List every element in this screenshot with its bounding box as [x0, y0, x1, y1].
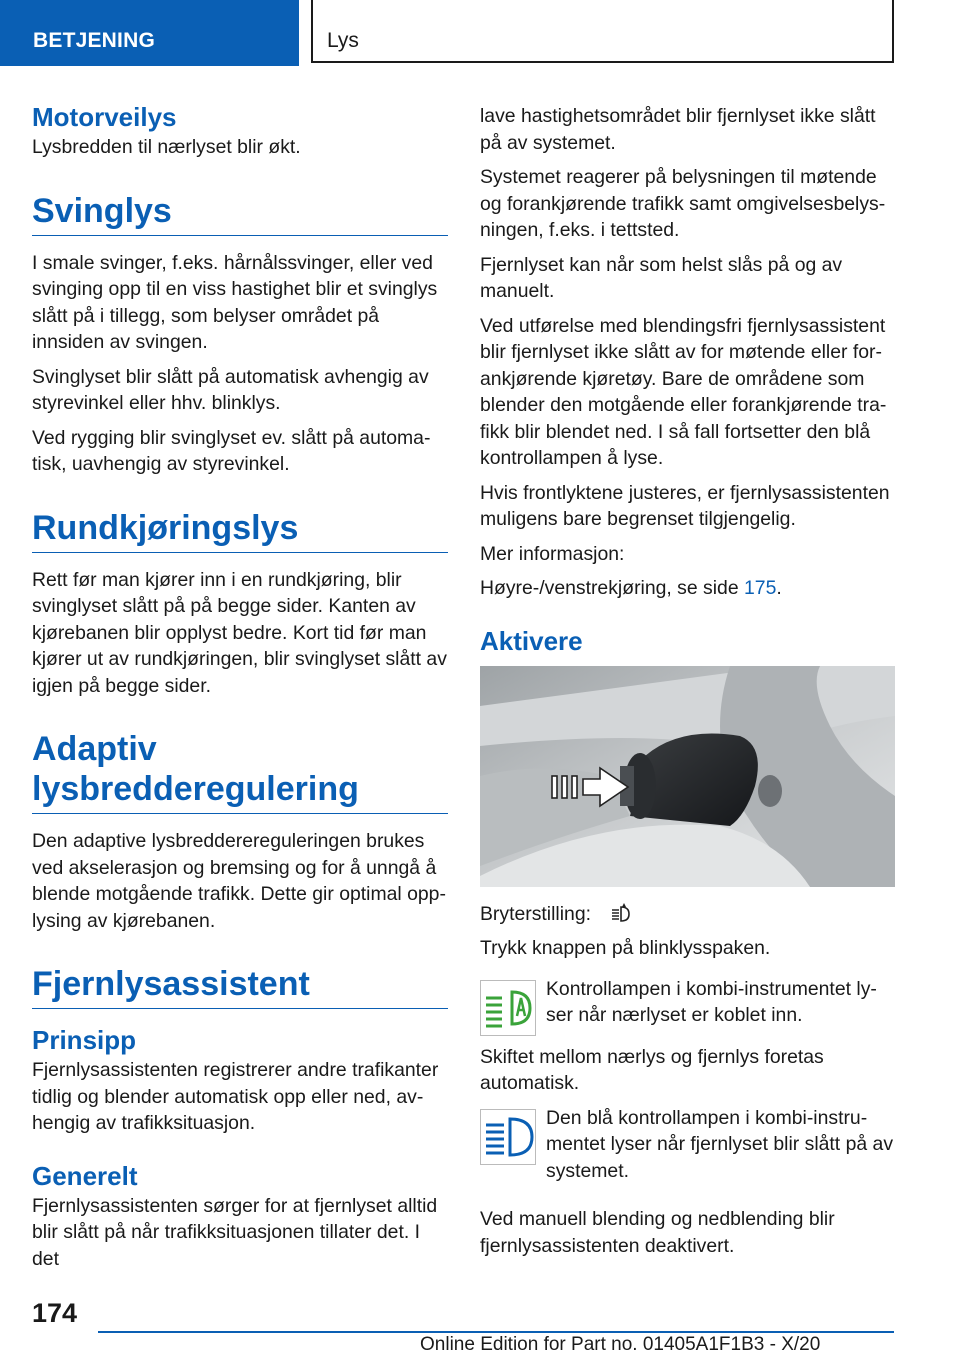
paragraph: Lysbredden til nærlyset blir økt.: [32, 136, 301, 158]
paragraph: Fjernlysassistenten registrerer andre trafikanter tidlig og blender automatisk opp eller ned, avhengig av trafikksituasjon.: [32, 1059, 439, 1134]
heading-rundkjoringslys: Rundkjøringslys: [32, 508, 448, 553]
paragraph: Fjernlysassistenten sørger for at fjernlyset alltid blir slått på når trafikksituasjonen tillater det. I det: [32, 1194, 438, 1270]
section-label: BETJENING: [33, 29, 155, 52]
paragraph: Ved rygging blir svinglyset ev. slått på automatisk, uavhengig av styrevinkel.: [32, 426, 431, 475]
turn-signal-lever-photo: [480, 666, 895, 887]
paragraph: Mer informasjon:: [480, 542, 625, 565]
switch-position: Bryterstilling:: [480, 901, 896, 928]
heading-generelt: Generelt: [32, 1160, 138, 1191]
paragraph: lave hastighetsområdet blir fjernlyset ikke slått på av systemet.: [480, 105, 876, 154]
paragraph: Skiftet mellom nærlys og fjernlys foretas automatisk.: [480, 1045, 824, 1094]
page-link[interactable]: 175: [744, 577, 777, 599]
section-tab: [0, 0, 299, 66]
auto-headlight-indicator-icon: [480, 980, 536, 1036]
paragraph: Den adaptive lysbredderereguleringen brukes ved akselerasjon og bremsing og for å unngå å blende motgående trafikk. Dette gir optimal opplysing av kjørebanen.: [32, 830, 446, 932]
paragraph: Trykk knappen på blinklysspaken.: [480, 937, 771, 959]
indicator-note-high-beam: Den blå kontrollampen i kombi-instrumentet lyser når fjernlyset blir slått på av systemet.: [480, 1105, 896, 1185]
paragraph: Systemet reagerer på belysningen til møtende og forankjørende trafikk samt omgivelsesbelysningen, f.eks. i tettsted.: [480, 166, 886, 241]
heading-adaptiv-line2: lysbredderegulering: [32, 769, 448, 814]
page-reference: Høyre-/venstrekjøring, se side 175.: [480, 577, 782, 599]
chapter-label: Lys: [327, 29, 359, 52]
paragraph: I smale svinger, f.eks. hårnålssvinger, eller ved svinging opp til en viss hastighet blir et svinglys slått på i tillegg, som belyser området på innsiden av svingen.: [32, 251, 438, 353]
heading-prinsipp: Prinsipp: [32, 1025, 137, 1055]
paragraph: Fjernlyset kan når som helst slås på og av manuelt.: [480, 253, 843, 302]
heading-adaptiv-line1: Adaptiv: [32, 730, 157, 768]
indicator-note-low-beam: Kontrollampen i kombi-instrumentet lyser når nærlyset er koblet inn.: [480, 976, 896, 1036]
heading-svinglys: Svinglys: [32, 191, 448, 236]
paragraph: Hvis frontlyktene justeres, er fjernlysassistenten muligens bare begrenset tilgjengelig.: [480, 481, 890, 530]
paragraph: Ved utførelse med blendingsfri fjernlysassistent blir fjernlyset ikke slått av for møtende eller forankjørende kjøretøy. Bare de områdene som blender den motgående eller forankjørende trafikk blir blendet ned. I så fall fortsetter den blå kontrollampen å lyse.: [480, 314, 887, 469]
high-beam-indicator-icon: [480, 1109, 536, 1165]
paragraph: Rett før man kjører inn i en rundkjøring, blir svinglyset slått på på begge sider. Kanten av kjørebanen blir opplyst bedre. Kort tid før man kjører ut av rundkjøringen, blir svinglyset slått av igjen på begge sider.: [32, 568, 447, 697]
footer-divider: [98, 1331, 894, 1333]
heading-aktivere: Aktivere: [480, 625, 583, 656]
chapter-tab: [311, 0, 894, 63]
edition-note: Online Edition for Part no. 01405A1F1B3 - X/20: [420, 1334, 821, 1355]
paragraph: Ved manuell blending og nedblending blir fjernlysassistenten deaktivert.: [480, 1208, 835, 1257]
right-column: [480, 103, 896, 1267]
heading-fjernlysassistent: Fjernlysassistent: [32, 964, 448, 1009]
page-number: 174: [32, 1298, 78, 1328]
left-column: [32, 100, 448, 1280]
auto-high-beam-icon: [610, 902, 632, 924]
paragraph: Svinglyset blir slått på automatisk avhengig av styrevinkel eller hhv. blinklys.: [32, 365, 429, 414]
heading-motorveilys: Motorveilys: [32, 102, 177, 132]
